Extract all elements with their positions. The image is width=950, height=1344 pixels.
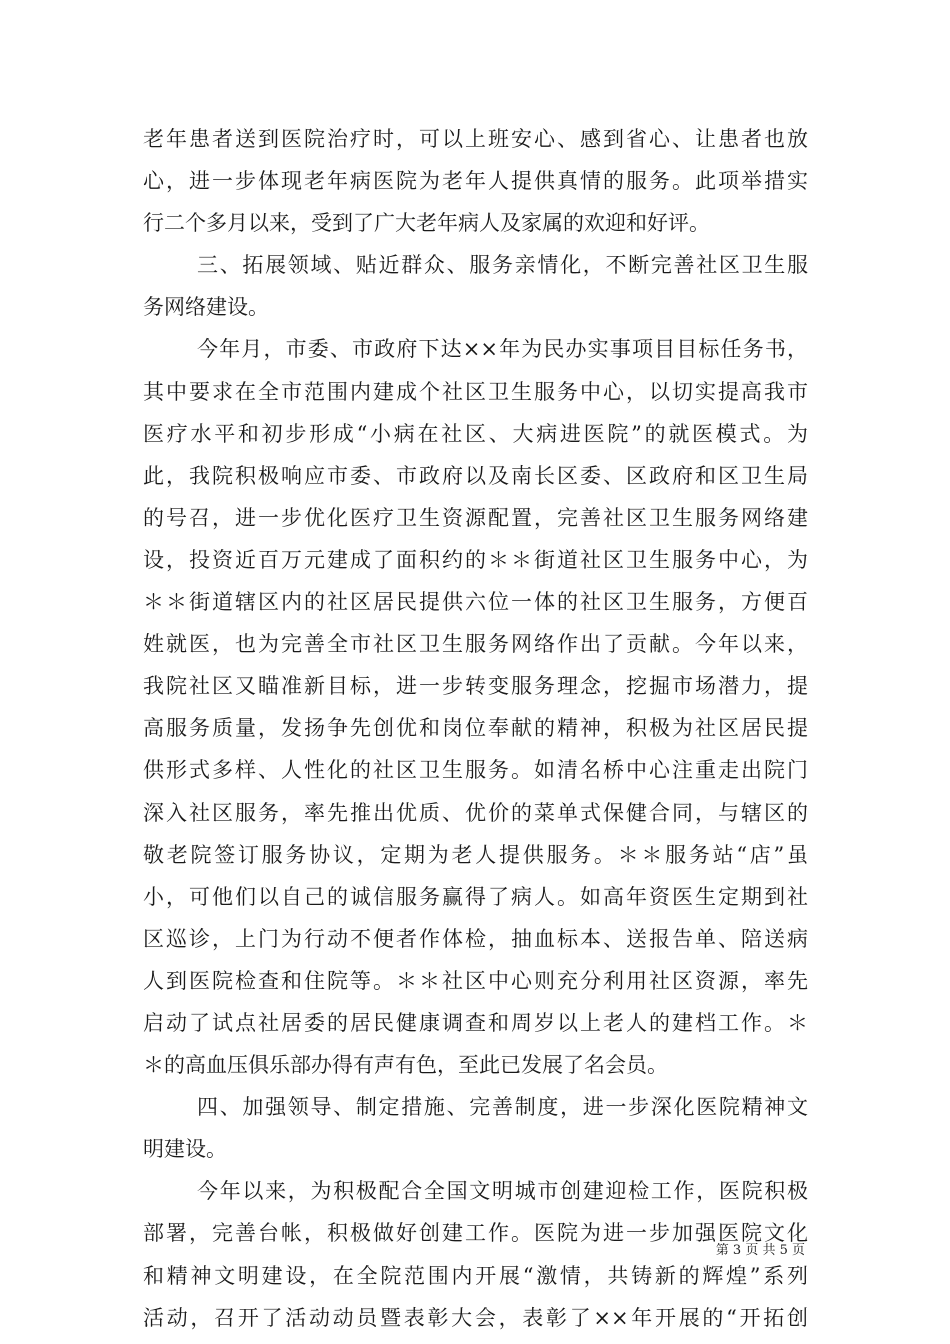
text-line: 此，我院积极响应市委、市政府以及南长区委、区政府和区卫生局 [143, 463, 808, 488]
text-line: 的号召，进一步优化医疗卫生资源配置，完善社区卫生服务网络建 [143, 505, 808, 530]
text-line: 小，可他们以自己的诚信服务赢得了病人。如高年资医生定期到社 [143, 884, 808, 909]
text-line: 和精神文明建设，在全院范围内开展“激情，共铸新的辉煌”系列 [143, 1263, 808, 1288]
text-line: 老年患者送到医院治疗时，可以上班安心、感到省心、让患者也放 [143, 127, 808, 151]
text-line: 深入社区服务，率先推出优质、优价的菜单式保健合同，与辖区的 [143, 800, 808, 825]
text-line: 姓就医，也为完善全市社区卫生服务网络作出了贡献。今年以来， [143, 632, 808, 657]
text-line: 心，进一步体现老年病医院为老年人提供真情的服务。此项举措实 [143, 169, 808, 194]
text-line: 人到医院检查和住院等。＊＊社区中心则充分利用社区资源，率先 [143, 968, 808, 993]
text-line: ＊的高血压俱乐部办得有声有色，至此已发展了名会员。 [143, 1053, 668, 1078]
section-heading-line: 三、拓展领域、贴近群众、服务亲情化，不断完善社区卫生服 [197, 253, 808, 278]
text-line: 今年月，市委、市政府下达××年为民办实事项目目标任务书， [197, 337, 808, 362]
text-line: 今年以来，为积极配合全国文明城市创建迎检工作，医院积极 [197, 1179, 808, 1204]
text-line: 高服务质量，发扬争先创优和岗位奉献的精神，积极为社区居民提 [143, 716, 808, 741]
body-text [143, 118, 808, 1339]
text-line: 其中要求在全市范围内建成个社区卫生服务中心，以切实提高我市 [143, 379, 808, 404]
text-line: 我院社区又瞄准新目标，进一步转变服务理念，挖掘市场潜力，提 [143, 674, 808, 699]
text-line: 启动了试点社居委的居民健康调查和周岁以上老人的建档工作。＊ [143, 1010, 808, 1035]
section-heading-line: 务网络建设。 [143, 295, 269, 320]
text-line: ＊＊街道辖区内的社区居民提供六位一体的社区卫生服务，方便百 [143, 590, 808, 615]
text-line: 医疗水平和初步形成“小病在社区、大病进医院”的就医模式。为 [143, 421, 808, 446]
text-line: 部署，完善台帐，积极做好创建工作。医院为进一步加强医院文化 [143, 1221, 808, 1246]
text-line: 设，投资近百万元建成了面积约的＊＊街道社区卫生服务中心，为 [143, 547, 808, 572]
text-line: 区巡诊，上门为行动不便者作体检，抽血标本、送报告单、陪送病 [143, 926, 808, 951]
section-heading-line: 明建设。 [143, 1137, 227, 1162]
page-number-footer: 第 3 页 共 5 页 [715, 1243, 805, 1258]
section-heading-line: 四、加强领导、制定措施、完善制度，进一步深化医院精神文 [197, 1095, 808, 1120]
text-line: 敬老院签订服务协议，定期为老人提供服务。＊＊服务站“店”虽 [143, 842, 808, 867]
text-line: 供形式多样、人性化的社区卫生服务。如清名桥中心注重走出院门 [143, 758, 808, 783]
text-line: 行二个多月以来，受到了广大老年病人及家属的欢迎和好评。 [143, 211, 710, 236]
text-line: 活动，召开了活动动员暨表彰大会，表彰了××年开展的“开拓创 [143, 1305, 808, 1330]
